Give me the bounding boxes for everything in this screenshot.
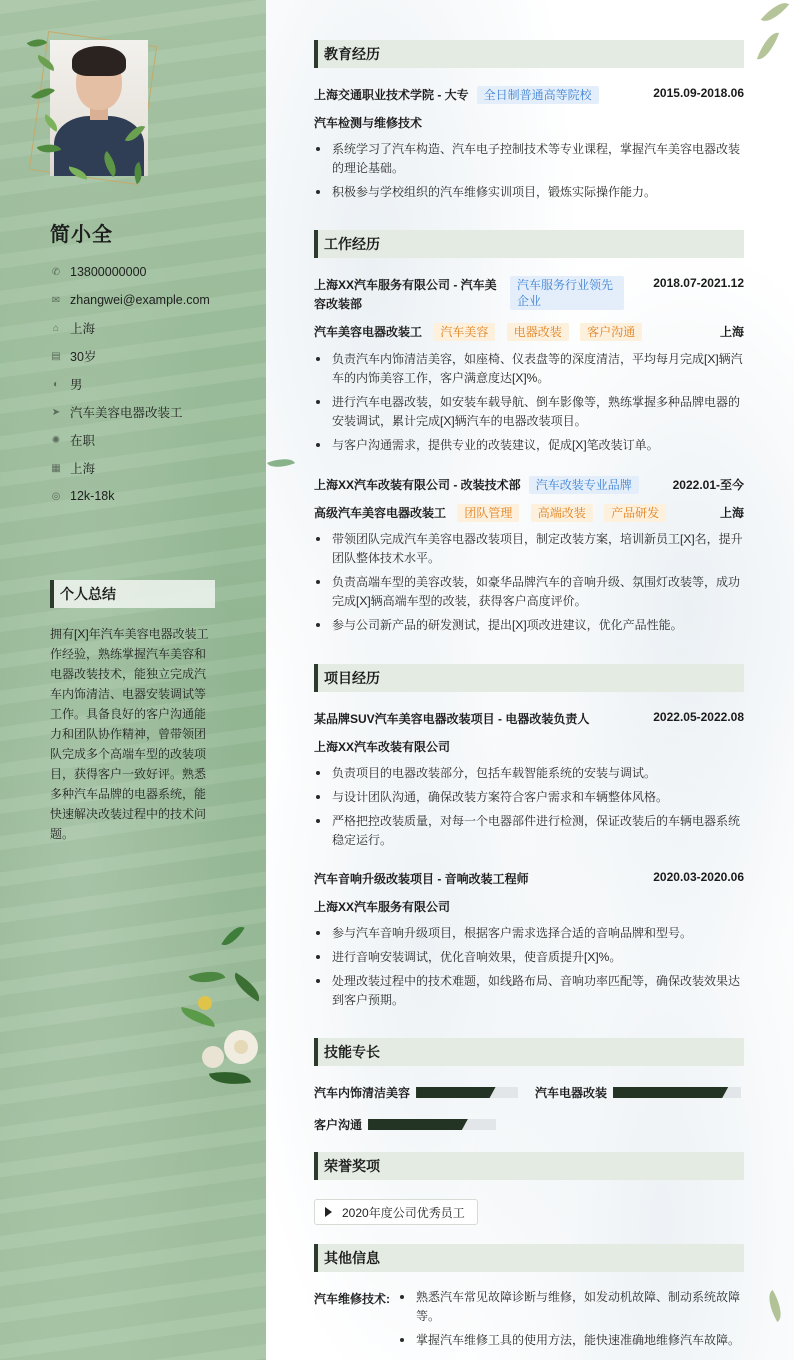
skill-name: 汽车电器改装 [535,1086,608,1100]
awards-title: 荣誉奖项 [314,1152,744,1180]
summary-title: 个人总结 [50,580,215,608]
skill-tag: 高端改装 [531,504,593,522]
education-title: 教育经历 [314,40,744,68]
info-gender [50,370,250,398]
project-date: 2020.03-2020.06 [653,870,744,884]
education-school: 上海交通职业技术学院 - 大专 [314,88,469,102]
list-item: 系统学习了汽车构造、汽车电子控制技术等专业课程，掌握汽车美容电器改装的理论基础。 [314,140,744,178]
work-title: 工作经历 [314,230,744,258]
info-email [50,286,250,314]
list-item: 熟悉汽车常见故障诊断与维修，如发动机故障、制动系统故障等。 [398,1288,744,1326]
list-item: 积极参与学校组织的汽车维修实训项目，锻炼实际操作能力。 [314,183,744,202]
list-item: 与客户沟通需求，提供专业的改装建议，促成[X]笔改装订单。 [314,436,744,455]
list-item: 带领团队完成汽车美容电器改装项目，制定改装方案，培训新员工[X]名，提升团队整体技术水平。 [314,530,744,568]
project-company: 上海XX汽车服务有限公司 [314,900,451,914]
project-header [314,710,744,727]
profile-photo [28,18,158,198]
company-tag: 汽车服务行业领先企业 [510,276,624,310]
list-item: 严格把控改装质量，对每一个电器部件进行检测，保证改装后的车辆电器系统稳定运行。 [314,812,744,850]
job-bullets [314,350,744,460]
projects-title: 项目经历 [314,664,744,692]
job-date: 2022.01-至今 [672,478,744,492]
education-bullets [314,140,744,207]
job-location: 上海 [719,506,744,520]
summary-text: 拥有[X]年汽车美容电器改装工作经验，熟练掌握汽车美容和电器改装技术，能独立完成汽车内饰清洁、电器安装调试等工作。具备良好的客户沟通能力和团队协作精神，曾带领团队完成多个高端车型的改装项目，获得客户一致好评。熟悉多种汽车品牌的电器系统，能快速解决改装过程中的技术问题。 [50,627,209,841]
list-item: 进行音响安装调试，优化音响效果，使音质提升[X]%。 [314,948,744,967]
skill-tag: 产品研发 [604,504,666,522]
job-position-line [314,504,666,522]
info-text: zhangwei@example.com [70,293,210,307]
list-item: 参与汽车音响升级项目，根据客户需求选择合适的音响品牌和型号。 [314,924,744,943]
list-item: 进行汽车电器改装，如安装车载导航、倒车影像等，熟练掌握多种品牌电器的安装调试，累计完成[X]辆汽车的电器改装项目。 [314,393,744,431]
send-icon: ➤ [51,406,61,418]
job-position-row [314,323,744,341]
education-header [314,86,744,104]
skill-tag: 汽车美容 [433,323,495,341]
email-icon: ✉ [51,294,61,306]
job-bullets [314,530,744,640]
skill-item [314,1116,496,1133]
building-icon: ▦ [51,462,61,474]
project-name: 汽车音响升级改装项目 - 音响改装工程师 [314,872,529,886]
info-status [50,426,250,454]
job-date: 2018.07-2021.12 [653,276,744,290]
skill-bar [368,1119,496,1130]
info-phone [50,258,250,286]
skill-bar-fill [416,1087,496,1098]
skill-tag: 客户沟通 [580,323,642,341]
info-text: 13800000000 [70,265,147,279]
skill-tag: 团队管理 [457,504,519,522]
skill-item [535,1084,741,1101]
skill-tag: 电器改装 [507,323,569,341]
skill-name: 客户沟通 [314,1118,363,1132]
job-header [314,276,744,314]
info-position [50,398,250,426]
job-company: 上海XX汽车服务有限公司 - 汽车美容改装部 [314,278,497,311]
contact-info-list [50,258,250,510]
candidate-name: 简小全 [50,224,113,246]
list-item: 参与公司新产品的研发测试，提出[X]项改进建议，优化产品性能。 [314,616,744,635]
list-item: 与设计团队沟通，确保改装方案符合客户需求和车辆整体风格。 [314,788,744,807]
project-header [314,870,744,887]
list-item: 处理改装过程中的技术难题，如线路布局、音响功率匹配等，确保改装效果达到客户预期。 [314,972,744,1010]
project-date: 2022.05-2022.08 [653,710,744,724]
skills-title: 技能专长 [314,1038,744,1066]
list-item: 负责高端车型的美容改装，如豪华品牌汽车的音响升级、氛围灯改装等，成功完成[X]辆高端车型的改装，获得客户高度评价。 [314,573,744,611]
project-bullets [314,924,744,1015]
other-title: 其他信息 [314,1244,744,1272]
skill-bar [613,1087,741,1098]
list-item: 负责汽车内饰清洁美容，如座椅、仪表盘等的深度清洁，平均每月完成[X]辆汽车的内饰美容工作，客户满意度达[X]%。 [314,350,744,388]
education-school-line [314,86,599,104]
list-item: 负责项目的电器改装部分，包括车载智能系统的安装与调试。 [314,764,744,783]
info-text: 30岁 [70,350,97,364]
job-position-row [314,504,744,522]
phone-icon: ✆ [51,266,61,278]
project-bullets [314,764,744,855]
education-date: 2015.09-2018.06 [653,86,744,100]
info-text: 汽车美容电器改装工 [70,406,183,420]
job-header [314,476,744,494]
info-text: 12k-18k [70,489,115,503]
skill-bar-fill [368,1119,468,1130]
status-icon: ✺ [51,434,61,446]
money-icon: ◎ [51,490,61,502]
sidebar [0,0,266,1360]
skill-item [314,1084,518,1101]
skill-bar [416,1087,518,1098]
job-company-line [314,476,639,494]
info-city [50,314,250,342]
award-item [314,1199,478,1225]
info-text: 男 [70,378,83,392]
play-triangle-icon [325,1207,332,1217]
avatar [50,40,148,176]
info-text: 在职 [70,434,96,448]
school-type-tag: 全日制普通高等院校 [477,86,599,104]
flower-decoration [180,930,266,1090]
project-name: 某品牌SUV汽车美容电器改装项目 - 电器改装负责人 [314,712,590,726]
skill-name: 汽车内饰清洁美容 [314,1086,411,1100]
job-company: 上海XX汽车改装有限公司 - 改装技术部 [314,478,521,492]
company-tag: 汽车改装专业品牌 [529,476,639,494]
list-item: 掌握汽车维修工具的使用方法，能快速准确地维修汽车故障。 [398,1331,744,1350]
leaf-decoration [27,34,48,52]
project-company: 上海XX汽车改装有限公司 [314,740,451,754]
award-text: 2020年度公司优秀员工 [342,1205,465,1220]
home-icon: ⌂ [52,322,60,334]
info-age [50,342,250,370]
job-position: 汽车美容电器改装工 [314,325,423,339]
cake-icon: ▤ [51,350,61,362]
info-text: 上海 [70,462,96,476]
education-major: 汽车检测与维修技术 [314,116,423,130]
info-text: 上海 [70,322,96,336]
job-position-line [314,323,642,341]
other-label: 汽车维修技术: [314,1292,390,1306]
job-position: 高级汽车美容电器改装工 [314,506,447,520]
job-location: 上海 [719,325,744,339]
info-work-city [50,454,250,482]
info-salary [50,482,250,510]
gender-icon: ◐ [52,378,60,390]
skill-bar-fill [613,1087,728,1098]
other-bullets [398,1288,744,1355]
